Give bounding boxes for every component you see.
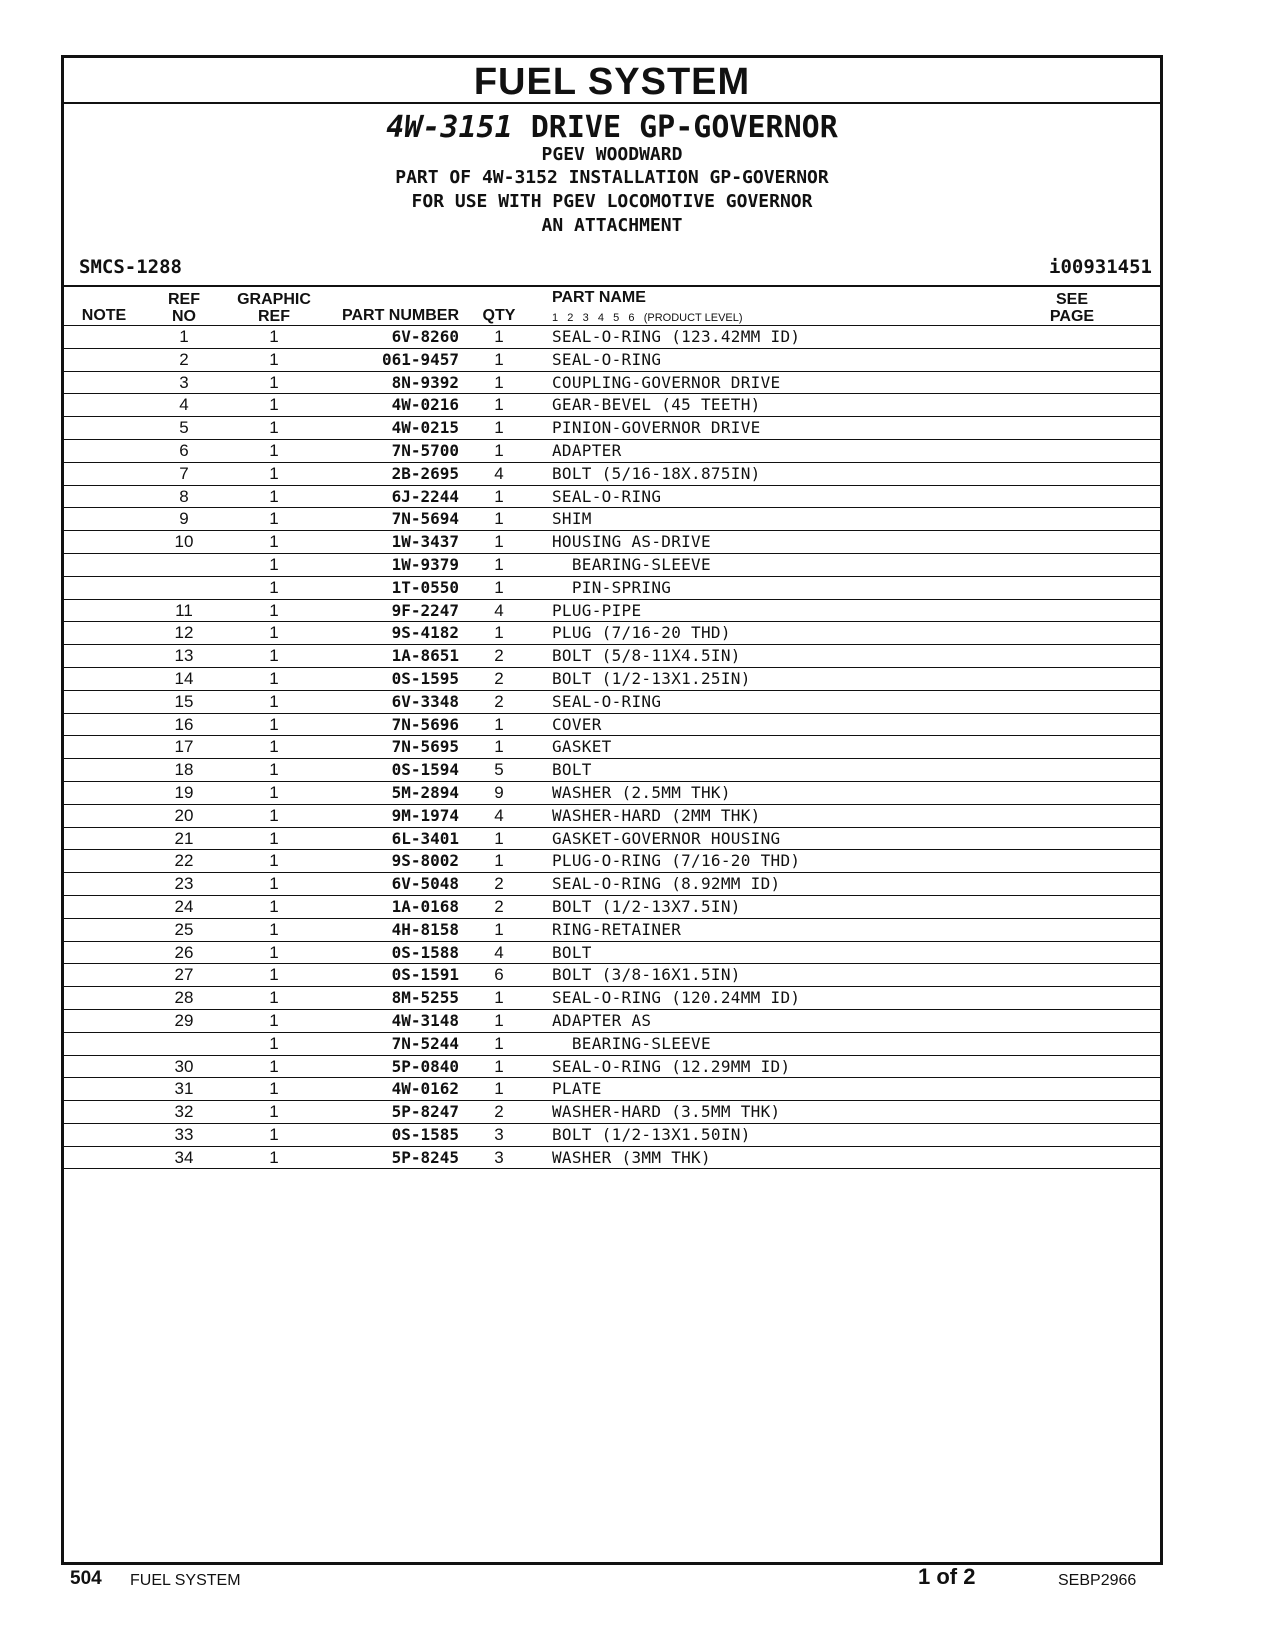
part-number: 7N-5696 (391, 714, 459, 734)
table-row (64, 554, 1160, 577)
table-row (64, 645, 1160, 668)
smcs-code: SMCS-1288 (79, 256, 182, 278)
col-graphic-ref-line2: REF (258, 308, 290, 325)
quantity: 1 (494, 486, 504, 506)
part-name: PLATE (552, 1079, 602, 1099)
col-graphic-ref (224, 291, 324, 325)
quantity: 2 (494, 691, 504, 711)
quantity: 1 (494, 1010, 504, 1030)
subtitle-line: FOR USE WITH PGEV LOCOMOTIVE GOVERNOR (411, 191, 813, 212)
ref-no: 26 (174, 942, 194, 962)
parts-table (64, 325, 1160, 1169)
document-number: SEBP2966 (1058, 1572, 1137, 1589)
ref-no: 31 (174, 1079, 194, 1099)
part-number: 4W-0215 (391, 418, 459, 438)
table-row (64, 486, 1160, 509)
part-name: PLUG-O-RING (7/16-20 THD) (552, 851, 801, 871)
part-name: ADAPTER (552, 440, 622, 460)
part-name: ADAPTER AS (552, 1010, 652, 1030)
part-number: 0S-1591 (391, 965, 459, 985)
part-number: 5P-8245 (391, 1147, 459, 1167)
part-number: 9S-8002 (391, 851, 459, 871)
ref-no: 20 (174, 805, 194, 825)
ref-no: 18 (174, 760, 194, 780)
ref-no: 30 (174, 1056, 194, 1076)
part-number: 6V-8260 (391, 327, 459, 346)
quantity: 1 (494, 851, 504, 871)
part-name: PINION-GOVERNOR DRIVE (552, 418, 761, 438)
quantity: 3 (494, 1147, 504, 1167)
part-number: 8M-5255 (391, 988, 459, 1008)
graphic-ref: 1 (269, 1056, 279, 1076)
ref-no: 10 (174, 532, 194, 552)
part-name: PLUG (7/16-20 THD) (552, 623, 731, 643)
quantity: 3 (494, 1124, 504, 1144)
graphic-ref: 1 (269, 942, 279, 962)
graphic-ref: 1 (269, 668, 279, 688)
graphic-ref: 1 (269, 1102, 279, 1122)
graphic-ref: 1 (269, 463, 279, 483)
col-see-page-line1: SEE (1055, 291, 1088, 308)
table-row (64, 736, 1160, 759)
table-row (64, 691, 1160, 714)
ref-no: 3 (179, 372, 189, 392)
table-row (64, 463, 1160, 486)
ref-no: 4 (179, 395, 189, 415)
part-name: WASHER (2.5MM THK) (552, 782, 731, 802)
quantity: 1 (494, 577, 504, 597)
part-number: 7N-5695 (391, 737, 459, 757)
part-name: SEAL-O-RING (552, 691, 662, 711)
quantity: 6 (494, 965, 504, 985)
part-number: 1T-0550 (391, 577, 459, 597)
quantity: 4 (494, 805, 504, 825)
table-row (64, 782, 1160, 805)
graphic-ref: 1 (269, 623, 279, 643)
part-number: 6V-5048 (391, 874, 459, 894)
table-row (64, 896, 1160, 919)
graphic-ref: 1 (269, 532, 279, 552)
quantity: 1 (494, 372, 504, 392)
graphic-ref: 1 (269, 327, 279, 346)
part-number: 4H-8158 (391, 919, 459, 939)
graphic-ref: 1 (269, 988, 279, 1008)
graphic-ref: 1 (269, 714, 279, 734)
part-name: SEAL-O-RING (120.24MM ID) (552, 988, 801, 1008)
ref-no: 2 (179, 349, 189, 369)
group-name: DRIVE GP-GOVERNOR (530, 110, 838, 145)
part-name: SEAL-O-RING (12.29MM ID) (552, 1056, 791, 1076)
part-number: 0S-1595 (391, 668, 459, 688)
quantity: 1 (494, 349, 504, 369)
quantity: 1 (494, 828, 504, 848)
part-name: BOLT (5/16-18X.875IN) (552, 463, 761, 483)
ref-no: 7 (179, 463, 189, 483)
part-name: BEARING-SLEEVE (552, 554, 711, 574)
ref-no: 21 (174, 828, 194, 848)
graphic-ref: 1 (269, 486, 279, 506)
graphic-ref: 1 (269, 600, 279, 620)
quantity: 9 (494, 782, 504, 802)
part-name: RING-RETAINER (552, 919, 682, 939)
ref-no: 15 (174, 691, 194, 711)
part-number: 2B-2695 (391, 463, 459, 483)
graphic-ref: 1 (269, 577, 279, 597)
graphic-ref: 1 (269, 1010, 279, 1030)
quantity: 1 (494, 509, 504, 529)
quantity: 2 (494, 896, 504, 916)
part-name: PIN-SPRING (552, 577, 672, 597)
part-name: GASKET-GOVERNOR HOUSING (552, 828, 781, 848)
part-number: 4W-3148 (391, 1010, 459, 1030)
table-row (64, 1078, 1160, 1101)
quantity: 1 (494, 737, 504, 757)
part-name: SEAL-O-RING (123.42MM ID) (552, 327, 801, 346)
graphic-ref: 1 (269, 1079, 279, 1099)
ref-no: 33 (174, 1124, 194, 1144)
ref-no: 29 (174, 1010, 194, 1030)
graphic-ref: 1 (269, 896, 279, 916)
part-name: GEAR-BEVEL (45 TEETH) (552, 395, 761, 415)
graphic-ref: 1 (269, 646, 279, 666)
subtitle-line: AN ATTACHMENT (541, 215, 683, 236)
ref-no: 12 (174, 623, 194, 643)
graphic-ref: 1 (269, 395, 279, 415)
graphic-ref: 1 (269, 782, 279, 802)
graphic-ref: 1 (269, 1033, 279, 1053)
col-see-page (1042, 291, 1102, 325)
quantity: 2 (494, 874, 504, 894)
table-row (64, 987, 1160, 1010)
part-number: 7N-5700 (391, 440, 459, 460)
ref-no: 24 (174, 896, 194, 916)
part-name: SEAL-O-RING (8.92MM ID) (552, 874, 781, 894)
quantity: 1 (494, 1079, 504, 1099)
part-number: 1A-8651 (391, 646, 459, 666)
ref-no: 9 (179, 509, 189, 529)
part-number: 0S-1588 (391, 942, 459, 962)
part-number: 6L-3401 (391, 828, 459, 848)
graphic-ref: 1 (269, 372, 279, 392)
part-number: 0S-1585 (391, 1124, 459, 1144)
part-number: 8N-9392 (391, 372, 459, 392)
part-number: 5P-8247 (391, 1102, 459, 1122)
part-name: SHIM (552, 509, 592, 529)
graphic-ref: 1 (269, 349, 279, 369)
table-row (64, 440, 1160, 463)
table-row (64, 622, 1160, 645)
page-number: 504 (70, 1568, 102, 1589)
table-row (64, 577, 1160, 600)
part-name: COUPLING-GOVERNOR DRIVE (552, 372, 781, 392)
col-ref-no-line1: REF (168, 291, 200, 308)
ref-no: 22 (174, 851, 194, 871)
part-number: 6V-3348 (391, 691, 459, 711)
quantity: 1 (494, 1056, 504, 1076)
ref-no: 11 (175, 600, 193, 620)
quantity: 2 (494, 1102, 504, 1122)
part-name: WASHER (3MM THK) (552, 1147, 711, 1167)
part-number: 1W-3437 (391, 532, 459, 552)
part-number: 9S-4182 (391, 623, 459, 643)
ref-no: 14 (174, 668, 194, 688)
footer-section: FUEL SYSTEM (130, 1572, 241, 1589)
ref-no: 13 (174, 646, 194, 666)
part-name: BOLT (1/2-13X1.25IN) (552, 668, 751, 688)
graphic-ref: 1 (269, 760, 279, 780)
table-row (64, 850, 1160, 873)
table-row (64, 1010, 1160, 1033)
table-row (64, 1124, 1160, 1147)
table-row (64, 964, 1160, 987)
quantity: 5 (494, 760, 504, 780)
part-name: BOLT (1/2-13X1.50IN) (552, 1124, 751, 1144)
part-name: SEAL-O-RING (552, 486, 662, 506)
quantity: 1 (494, 623, 504, 643)
graphic-ref: 1 (269, 805, 279, 825)
table-row (64, 372, 1160, 395)
table-row (64, 349, 1160, 372)
part-name: WASHER-HARD (3.5MM THK) (552, 1102, 781, 1122)
part-name: GASKET (552, 737, 612, 757)
quantity: 4 (494, 600, 504, 620)
quantity: 1 (494, 418, 504, 438)
part-name: BOLT (552, 760, 592, 780)
ref-no: 1 (179, 327, 189, 346)
ref-no: 19 (174, 782, 194, 802)
page-of: 1 of 2 (918, 1564, 976, 1589)
ref-no: 27 (174, 965, 194, 985)
table-row (64, 714, 1160, 737)
graphic-ref: 1 (269, 874, 279, 894)
table-row (64, 531, 1160, 554)
part-number: 7N-5694 (391, 509, 459, 529)
quantity: 4 (494, 942, 504, 962)
table-row (64, 919, 1160, 942)
part-number: 5P-0840 (391, 1056, 459, 1076)
col-see-page-line2: PAGE (1049, 308, 1095, 325)
ref-no: 32 (174, 1102, 194, 1122)
part-number: 7N-5244 (391, 1033, 459, 1053)
table-row (64, 600, 1160, 623)
col-qty: QTY (482, 307, 516, 324)
graphic-ref: 1 (269, 851, 279, 871)
table-row (64, 805, 1160, 828)
quantity: 1 (494, 1033, 504, 1053)
col-ref-no-line2: NO (172, 308, 196, 325)
graphic-ref: 1 (269, 1147, 279, 1167)
graphic-ref: 1 (269, 440, 279, 460)
part-name: HOUSING AS-DRIVE (552, 532, 711, 552)
group-part-number: 4W-3151 (386, 110, 513, 145)
ref-no: 8 (179, 486, 189, 506)
col-product-level: 1 2 3 4 5 6 (PRODUCT LEVEL) (552, 312, 743, 324)
graphic-ref: 1 (269, 828, 279, 848)
quantity: 1 (494, 988, 504, 1008)
ref-no: 23 (174, 874, 194, 894)
quantity: 1 (494, 327, 504, 346)
quantity: 4 (494, 463, 504, 483)
graphic-ref: 1 (269, 418, 279, 438)
header-divider (64, 285, 1160, 287)
table-row (64, 1056, 1160, 1079)
quantity: 1 (494, 440, 504, 460)
col-part-name: PART NAME (552, 289, 646, 306)
table-row (64, 942, 1160, 965)
quantity: 1 (494, 554, 504, 574)
table-row (64, 417, 1160, 440)
quantity: 2 (494, 668, 504, 688)
table-row (64, 668, 1160, 691)
table-row (64, 1147, 1160, 1170)
col-note: NOTE (81, 307, 127, 324)
col-ref-no (159, 291, 209, 325)
part-number: 061-9457 (381, 349, 459, 369)
table-row (64, 873, 1160, 896)
graphic-ref: 1 (269, 554, 279, 574)
part-number: 6J-2244 (391, 486, 459, 506)
part-name: SEAL-O-RING (552, 349, 662, 369)
part-name: BEARING-SLEEVE (552, 1033, 711, 1053)
col-graphic-ref-line1: GRAPHIC (237, 291, 311, 308)
ref-no: 17 (174, 737, 194, 757)
table-row (64, 326, 1160, 349)
part-number: 4W-0216 (391, 395, 459, 415)
part-number: 9F-2247 (391, 600, 459, 620)
ref-no: 34 (174, 1147, 194, 1167)
table-row (64, 1033, 1160, 1056)
table-row (64, 508, 1160, 531)
quantity: 1 (494, 532, 504, 552)
document-ident: i00931451 (1049, 256, 1152, 278)
graphic-ref: 1 (269, 965, 279, 985)
quantity: 1 (494, 395, 504, 415)
graphic-ref: 1 (269, 1124, 279, 1144)
part-name: PLUG-PIPE (552, 600, 642, 620)
table-row (64, 394, 1160, 417)
quantity: 2 (494, 646, 504, 666)
table-row (64, 759, 1160, 782)
part-number: 1W-9379 (391, 554, 459, 574)
ref-no: 5 (179, 418, 189, 438)
table-row (64, 828, 1160, 851)
ref-no: 16 (174, 714, 194, 734)
page-frame (61, 55, 1163, 1565)
part-name: WASHER-HARD (2MM THK) (552, 805, 761, 825)
part-number: 0S-1594 (391, 760, 459, 780)
part-name: BOLT (5/8-11X4.5IN) (552, 646, 741, 666)
subtitle-line: PGEV WOODWARD (541, 144, 683, 165)
section-title: FUEL SYSTEM (64, 58, 1160, 104)
part-name: BOLT (552, 942, 592, 962)
graphic-ref: 1 (269, 509, 279, 529)
ref-no: 25 (174, 919, 194, 939)
graphic-ref: 1 (269, 691, 279, 711)
ref-no: 6 (179, 440, 189, 460)
part-number: 5M-2894 (391, 782, 459, 802)
part-number: 4W-0162 (391, 1079, 459, 1099)
col-part-number: PART NUMBER (341, 307, 459, 324)
quantity: 1 (494, 919, 504, 939)
part-number: 1A-0168 (391, 896, 459, 916)
part-name: BOLT (1/2-13X7.5IN) (552, 896, 741, 916)
subtitle-line: PART OF 4W-3152 INSTALLATION GP-GOVERNOR (395, 167, 829, 188)
graphic-ref: 1 (269, 737, 279, 757)
part-name: COVER (552, 714, 602, 734)
table-row (64, 1101, 1160, 1124)
group-title (64, 110, 1160, 146)
ref-no: 28 (174, 988, 194, 1008)
quantity: 1 (494, 714, 504, 734)
graphic-ref: 1 (269, 919, 279, 939)
part-name: BOLT (3/8-16X1.5IN) (552, 965, 741, 985)
part-number: 9M-1974 (391, 805, 459, 825)
